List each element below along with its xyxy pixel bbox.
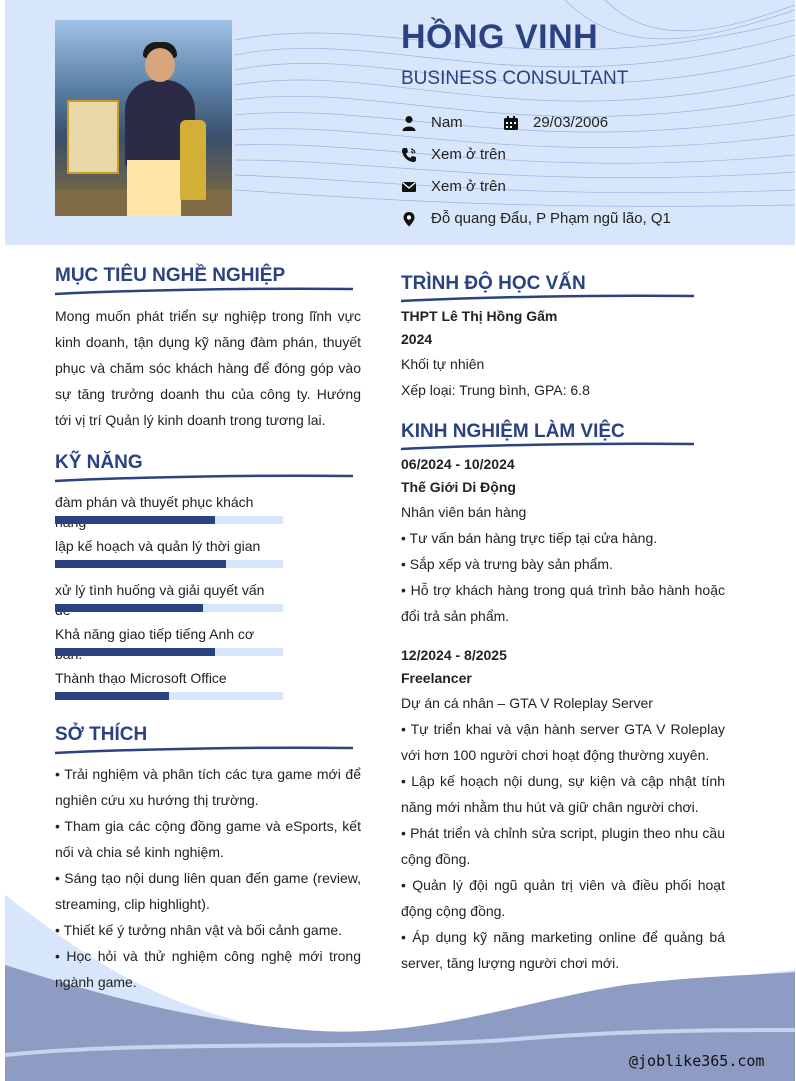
skill-bar-fill — [55, 604, 203, 612]
skill-label: lập kế hoạch và quản lý thời gian — [55, 538, 261, 554]
education-heading: TRÌNH ĐỘ HỌC VẤN — [401, 273, 586, 294]
profile-photo — [55, 20, 232, 216]
site-watermark: @joblike365.com — [629, 1052, 765, 1070]
job-bullet: • Tự triển khai và vận hành server GTA V Roleplay với hơn 100 người chơi hoạt động thường xuyên. — [401, 721, 725, 763]
gender-row — [401, 113, 463, 133]
graduation-year: 2024 — [401, 331, 433, 347]
person-icon — [401, 115, 417, 131]
job-period: 06/2024 - 10/2024 — [401, 456, 515, 472]
candidate-name: HỒNG VINH — [401, 18, 599, 56]
hobbies-heading: SỞ THÍCH — [55, 724, 148, 745]
hobbies-underline — [55, 745, 355, 757]
gender-value: Nam — [431, 114, 463, 131]
address-value: Đỗ quang Đẩu, P Phạm ngũ lão, Q1 — [431, 210, 671, 227]
job-bullet: • Phát triển và chỉnh sửa script, plugin theo nhu cầu cộng đồng. — [401, 825, 725, 867]
skill-bar-fill — [55, 692, 169, 700]
education-underline — [401, 293, 696, 305]
phone-icon — [401, 147, 417, 163]
experience-underline — [401, 441, 696, 453]
job-bullet: • Áp dụng kỹ năng marketing online để quảng bá server, tăng lượng người chơi mới. — [401, 929, 725, 971]
job-role: Dự án cá nhân – GTA V Roleplay Server — [401, 695, 653, 711]
skill-item — [55, 624, 283, 656]
skill-bar — [55, 692, 283, 700]
dob-value: 29/03/2006 — [533, 114, 609, 131]
hobbies-list — [55, 761, 361, 995]
education-major: Khối tự nhiên — [401, 356, 485, 372]
skill-bar-fill — [55, 516, 215, 524]
email-row — [401, 177, 506, 197]
skill-bar — [55, 560, 283, 568]
dob-row — [503, 113, 608, 133]
skill-bar — [55, 648, 283, 656]
job-bullet: • Tư vấn bán hàng trực tiếp tại cửa hàng. — [401, 530, 658, 546]
job-period: 12/2024 - 8/2025 — [401, 647, 507, 663]
job-bullet: • Quản lý đội ngũ quản trị viên và điều phối hoạt động cộng đồng. — [401, 877, 725, 919]
hobby-item: • Trải nghiệm và phân tích các tựa game mới để nghiên cứu xu hướng thị trường. — [55, 766, 361, 808]
objective-underline — [55, 286, 355, 298]
job-title: BUSINESS CONSULTANT — [401, 68, 629, 89]
job-company: Freelancer — [401, 670, 472, 686]
header-band — [5, 0, 795, 245]
hobby-item: • Học hỏi và thử nghiệm công nghệ mới trong ngành game. — [55, 948, 361, 990]
job-bullets — [401, 525, 725, 629]
skills-underline — [55, 473, 355, 485]
job-company: Thế Giới Di Động — [401, 479, 516, 495]
job-bullet: • Lập kế hoạch nội dung, sự kiện và cập nhật tính năng mới nhằm thu hút và giữ chân người chơi. — [401, 773, 725, 815]
email-value: Xem ở trên — [431, 178, 506, 195]
skill-item — [55, 492, 283, 524]
skill-bar-fill — [55, 560, 226, 568]
school-name: THPT Lê Thị Hồng Gấm — [401, 308, 558, 324]
skill-bar — [55, 516, 283, 524]
trophy — [180, 120, 206, 200]
hobby-item: • Tham gia các cộng đồng game và eSports, kết nối và chia sẻ kinh nghiệm. — [55, 818, 361, 860]
skill-item — [55, 668, 283, 700]
location-pin-icon — [401, 211, 417, 227]
skill-label: xử lý tình huống và giải quyết vấn — [55, 582, 265, 598]
skill-item — [55, 580, 283, 612]
pennant-flag — [67, 100, 119, 174]
objective-text: Mong muốn phát triển sự nghiệp trong lĩnh vực kinh doanh, tận dụng kỹ năng đàm phán, thuyết phục và chăm sóc khách hàng để đóng góp vào sự tăng trưởng doanh thu của công ty. Hướng tới vị trí Quản lý kinh doanh trong tương lai. — [55, 308, 361, 428]
job-bullet: • Sắp xếp và trưng bày sản phẩm. — [401, 556, 613, 572]
envelope-icon — [401, 179, 417, 195]
skills-heading: KỸ NĂNG — [55, 452, 143, 473]
skill-label: Khả năng giao tiếp tiếng Anh cơ — [55, 626, 255, 642]
job-bullet: • Hỗ trợ khách hàng trong quá trình bảo hành hoặc đổi trả sản phẩm. — [401, 582, 725, 624]
education-grade: Xếp loại: Trung bình, GPA: 6.8 — [401, 382, 590, 398]
hobby-item: • Sáng tạo nội dung liên quan đến game (review, streaming, clip highlight). — [55, 870, 361, 912]
cv-page — [5, 0, 795, 1081]
experience-heading: KINH NGHIỆM LÀM VIỆC — [401, 421, 625, 442]
job-bullets — [401, 716, 725, 976]
skill-label: đàm phán và thuyết phục khách — [55, 494, 254, 510]
phone-row — [401, 145, 506, 165]
objective-heading: MỤC TIÊU NGHỀ NGHIỆP — [55, 265, 286, 286]
calendar-icon — [503, 115, 519, 131]
skill-label: Thành thạo Microsoft Office — [55, 670, 227, 686]
skill-bar — [55, 604, 283, 612]
skill-item — [55, 536, 283, 568]
skill-bar-fill — [55, 648, 215, 656]
hobby-item: • Thiết kế ý tưởng nhân vật và bối cảnh game. — [55, 922, 343, 938]
phone-value: Xem ở trên — [431, 146, 506, 163]
address-row — [401, 209, 671, 229]
job-role: Nhân viên bán hàng — [401, 504, 527, 520]
